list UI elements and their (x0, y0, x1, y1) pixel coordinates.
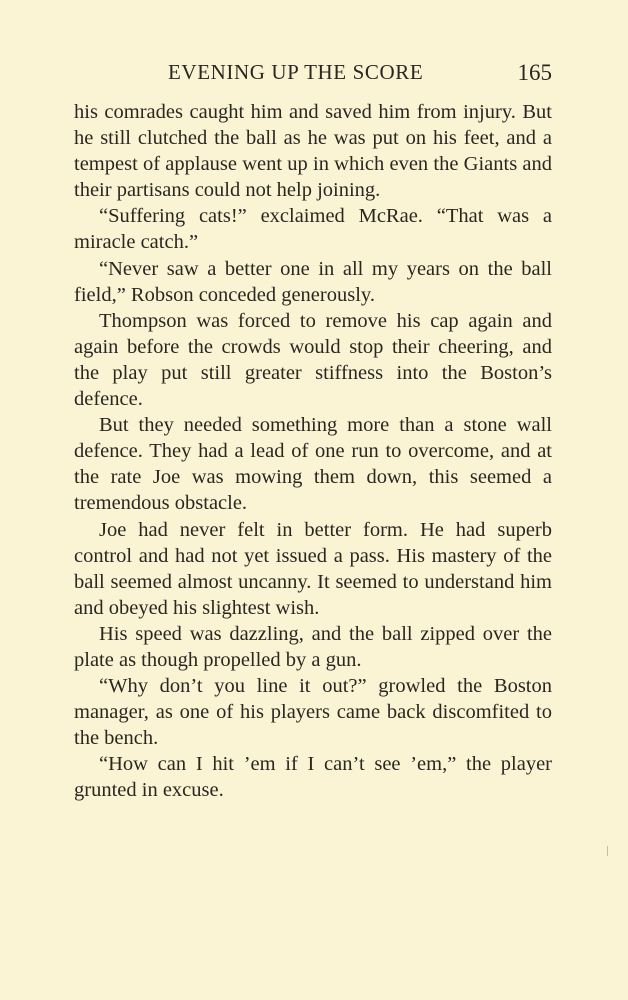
margin-mark (607, 846, 608, 856)
page-number: 165 (517, 60, 552, 85)
paragraph-continued: his comrades caught him and saved him from injury. But he still clutched the ball as he was put on his feet, and a tempest of applause went up in which even the Giants and their partisans could not help joining. (74, 101, 552, 202)
paragraph: “Why don’t you line it out?” growled the Boston manager, as one of his players came back discomfited to the bench. (74, 675, 552, 750)
page-header (74, 60, 552, 90)
paragraph: His speed was dazzling, and the ball zipped over the plate as though propelled by a gun. (74, 622, 552, 671)
paragraph: “How can I hit ’em if I can’t see ’em,” the player grunted in excuse. (74, 753, 552, 802)
running-head: EVENING UP THE SCORE (168, 60, 424, 84)
paragraph: Thompson was forced to remove his cap again and again before the crowds would stop their cheering, and the play put still greater stiffness into the Boston’s defence. (74, 309, 552, 411)
paragraph: But they needed something more than a stone wall defence. They had a lead of one run to overcome, and at the rate Joe was mowing them down, this seemed a tremendous obstacle. (74, 414, 552, 515)
paragraph: “Suffering cats!” exclaimed McRae. “That was a miracle catch.” (74, 205, 552, 254)
body-text (74, 99, 552, 804)
paragraph: “Never saw a better one in all my years on the ball field,” Robson conceded generously. (74, 257, 552, 306)
paragraph: Joe had never felt in better form. He had superb control and had not yet issued a pass. His mastery of the ball seemed almost uncanny. It seemed to understand him and obeyed his slightest wish. (74, 518, 552, 619)
